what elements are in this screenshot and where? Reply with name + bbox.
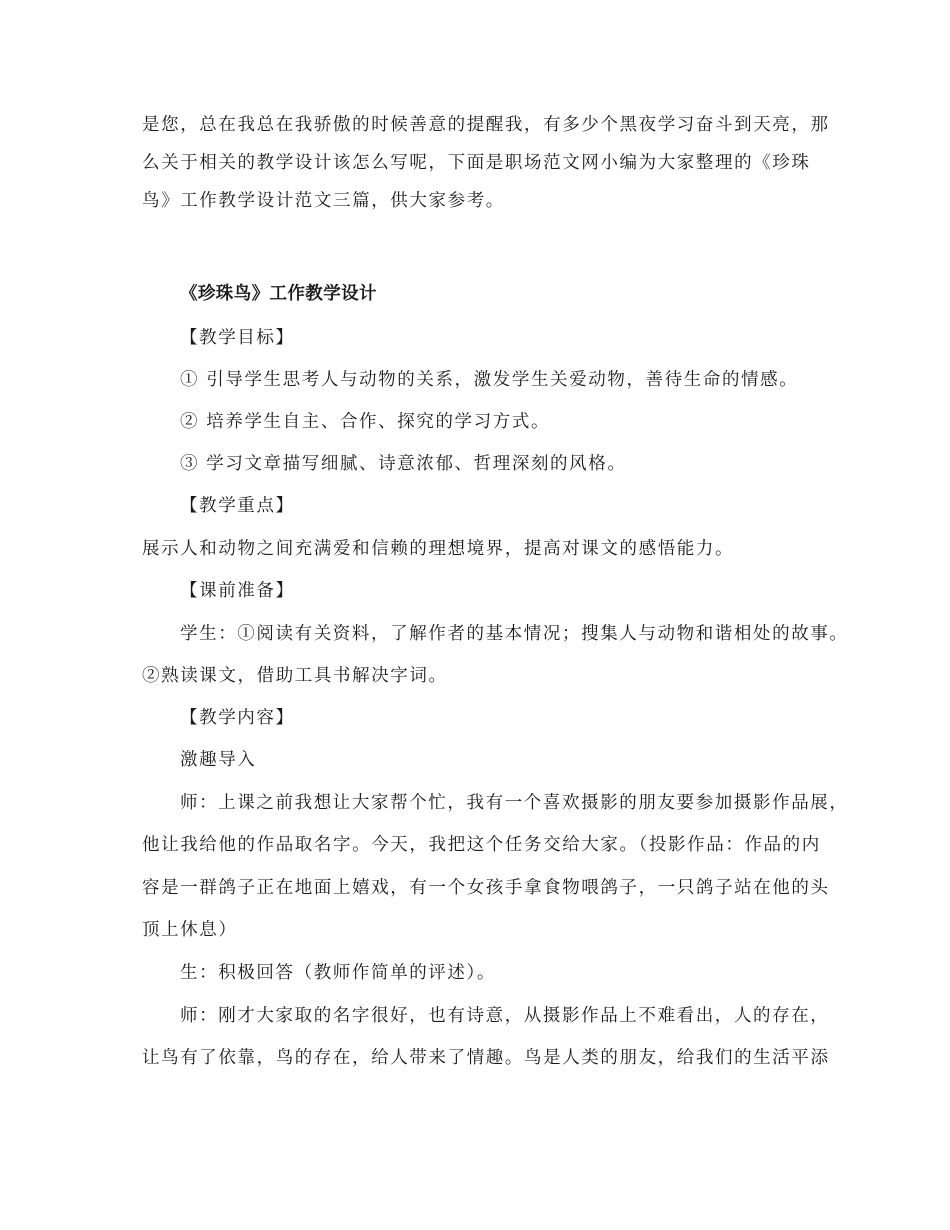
content-heading: 【教学内容】 bbox=[180, 708, 295, 728]
document-title: 《珍珠鸟》工作教学设计 bbox=[180, 284, 377, 304]
paragraph-1-line-1: 师：上课之前我想让大家帮个忙，我有一个喜欢摄影的朋友要参加摄影作品展， bbox=[180, 793, 849, 813]
prep-line-2: ②熟读课文，借助工具书解决字词。 bbox=[142, 666, 448, 686]
paragraph-1-line-2: 他让我给他的作品取名字。今天，我把这个任务交给大家。（投影作品：作品的内 bbox=[142, 835, 821, 855]
paragraph-1-line-4: 顶上休息） bbox=[142, 920, 238, 940]
content-subheading: 激趣导入 bbox=[180, 750, 257, 770]
paragraph-3-line-2: 让鸟有了依靠，鸟的存在，给人带来了情趣。鸟是人类的朋友，给我们的生活平添 bbox=[142, 1048, 830, 1068]
goal-item-3: ③ 学习文章描写细腻、诗意浓郁、哲理深刻的风格。 bbox=[180, 454, 627, 474]
focus-heading: 【教学重点】 bbox=[180, 496, 295, 516]
prep-heading: 【课前准备】 bbox=[180, 581, 295, 601]
goal-item-1: ① 引导学生思考人与动物的关系，激发学生关爱动物，善待生命的情感。 bbox=[180, 370, 799, 390]
goal-item-2: ② 培养学生自主、合作、探究的学习方式。 bbox=[180, 412, 551, 432]
paragraph-1-line-3: 容是一群鸽子正在地面上嬉戏，有一个女孩手拿食物喂鸽子，一只鸽子站在他的头 bbox=[142, 878, 830, 898]
focus-text: 展示人和动物之间充满爱和信赖的理想境界，提高对课文的感悟能力。 bbox=[142, 539, 735, 559]
goals-heading: 【教学目标】 bbox=[180, 328, 295, 348]
intro-line-3: 鸟》工作教学设计范文三篇，供大家参考。 bbox=[142, 191, 505, 211]
prep-line-1: 学生：①阅读有关资料，了解作者的基本情况；搜集人与动物和谐相处的故事。 bbox=[180, 624, 849, 644]
intro-line-2: 么关于相关的教学设计该怎么写呢，下面是职场范文网小编为大家整理的《珍珠 bbox=[142, 153, 811, 173]
paragraph-3-line-1: 师：刚才大家取的名字很好，也有诗意，从摄影作品上不难看出，人的存在， bbox=[180, 1006, 830, 1026]
paragraph-2: 生：积极回答（教师作简单的评述）。 bbox=[180, 963, 496, 983]
intro-line-1: 是您，总在我总在我骄傲的时候善意的提醒我，有多少个黑夜学习奋斗到天亮，那 bbox=[142, 115, 830, 135]
